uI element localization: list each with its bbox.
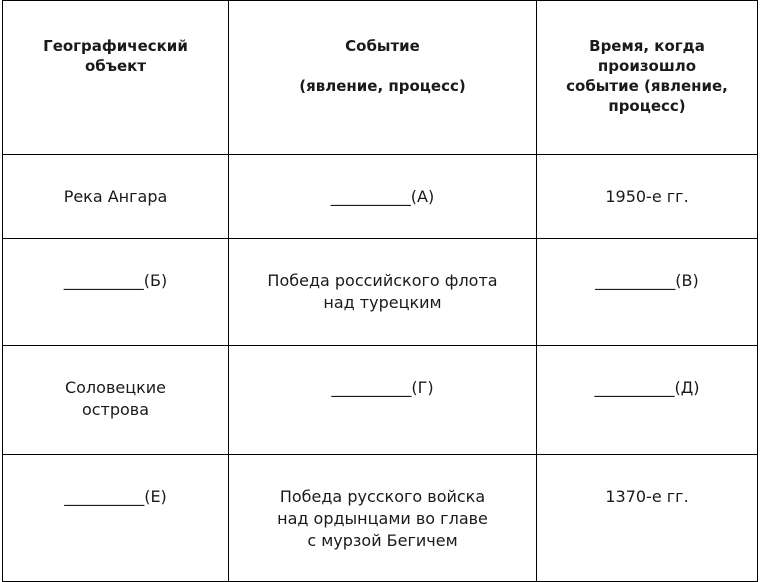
header-text-line: произошло: [597, 57, 697, 75]
table-row: [3, 155, 758, 239]
table-row: [3, 239, 758, 346]
header-text-line: объект: [84, 57, 147, 75]
header-cell-geographic-object: [3, 1, 229, 155]
answer-blank-b: __________(Б): [63, 271, 168, 290]
cell-geographic-object: [3, 346, 229, 455]
cell-text: над ордынцами во главе: [277, 509, 488, 528]
header-text-line: событие (явление,: [566, 77, 728, 95]
header-cell-event: [229, 1, 537, 155]
cell-text: 1950-е гг.: [605, 187, 689, 206]
cell-geographic-object: [3, 155, 229, 239]
header-text-line: Время, когда: [589, 37, 705, 55]
header-text-line: Событие: [345, 37, 420, 55]
answer-blank-a: __________(А): [330, 187, 435, 206]
cell-text: Победа русского войска: [279, 487, 486, 506]
cell-time: [537, 346, 758, 455]
header-text-line: Географический: [43, 37, 188, 55]
cell-time: [537, 155, 758, 239]
cell-text: Победа российского флота: [267, 271, 498, 290]
cell-event: [229, 155, 537, 239]
cell-text: острова: [81, 400, 150, 419]
answer-blank-g: __________(Г): [331, 378, 434, 397]
header-row: [3, 1, 758, 155]
geography-events-table: [2, 0, 758, 582]
answer-blank-d: __________(Д): [594, 378, 700, 397]
cell-time: [537, 455, 758, 582]
cell-time: [537, 239, 758, 346]
answer-blank-v: __________(В): [595, 271, 699, 290]
answer-blank-e: __________(Е): [64, 487, 167, 506]
table-row: [3, 346, 758, 455]
cell-event: [229, 455, 537, 582]
cell-text: над турецким: [323, 293, 442, 312]
cell-text: Соловецкие: [64, 378, 167, 397]
header-text-line: процесс): [608, 97, 686, 115]
cell-event: [229, 239, 537, 346]
cell-text: с мурзой Бегичем: [307, 531, 458, 550]
table-row: [3, 455, 758, 582]
cell-geographic-object: [3, 455, 229, 582]
header-text-line: (явление, процесс): [299, 77, 466, 95]
header-cell-time: [537, 1, 758, 155]
cell-event: [229, 346, 537, 455]
cell-text: Река Ангара: [63, 187, 168, 206]
cell-geographic-object: [3, 239, 229, 346]
cell-text: 1370-е гг.: [605, 487, 689, 506]
